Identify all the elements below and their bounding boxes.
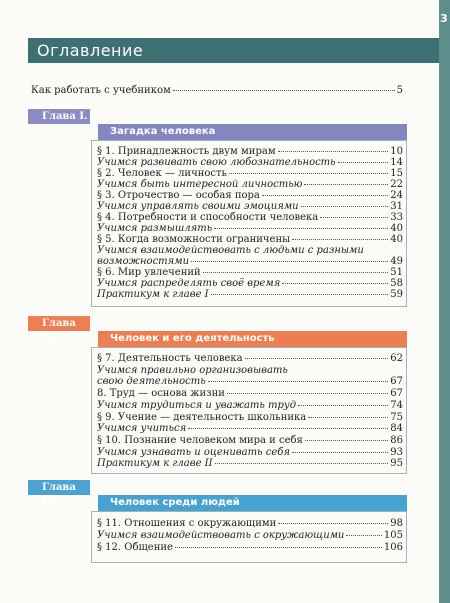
entry-text: Учимся управлять своими эмоциями [97,201,299,212]
entry-text: Учимся трудиться и уважать труд [97,400,297,411]
entry-text: § 3. Отрочество — особая пора [97,190,260,201]
dot-leader [227,393,388,394]
entry-text: возможностями [97,256,190,267]
entry-page: 106 [383,542,403,553]
entry-text: § 7. Деятельность человека [97,353,243,364]
toc-entry[interactable] [97,388,403,400]
chapter-tab[interactable]: Глава II. [28,316,90,331]
entry-text: Учимся взаимодействовать с окружающими [97,530,345,541]
entry-page: 93 [390,447,403,458]
chapter-title[interactable]: Человек среди людей [98,495,407,511]
entry-text: § 10. Познание человеком мира и себя [97,435,303,446]
toc-entry[interactable] [97,400,403,412]
dot-leader [175,547,382,548]
entry-page: 74 [390,400,403,411]
entry-text: § 9. Учение — деятельность школьника [97,412,307,423]
toc-entry-text[interactable]: Учимся правильно организовывать [97,365,288,376]
chapter-tab[interactable]: Глава III. [28,480,90,495]
entry-text: Как работать с учебником [31,85,171,96]
dot-leader [208,381,389,382]
toc-entry[interactable] [97,423,403,435]
entry-page: 15 [390,168,403,179]
toc-entry[interactable] [97,289,403,301]
entry-text: 8. Труд — основа жизни [97,388,225,399]
entry-page: 24 [390,190,403,201]
entry-page: 62 [390,353,403,364]
entry-page: 84 [390,423,403,434]
entry-text: Учимся развивать свою любознательность [97,157,336,168]
toc-entry[interactable] [97,518,403,530]
dot-leader [211,294,389,295]
entry-text: § 6. Мир увлечений [97,267,201,278]
entry-text: Учимся быть интересной личностью [97,179,303,190]
chapter-tab[interactable]: Глава I. [28,109,90,124]
entry-page: 40 [390,223,403,234]
toc-entry[interactable] [97,353,403,365]
entry-page: 67 [390,388,403,399]
entry-page: 105 [383,530,403,541]
dot-leader [292,452,388,453]
entry-text: § 2. Человек — личность [97,168,227,179]
entry-page: 51 [390,267,403,278]
dot-leader [214,228,388,229]
dot-leader [203,272,389,273]
dot-leader [278,523,388,524]
entry-text: Учимся узнавать и оценивать себя [97,447,290,458]
entry-text: свою деятельность [97,376,206,387]
toc-entry[interactable] [97,542,403,554]
dot-leader [173,90,395,91]
entry-text: Практикум к главе II [97,458,213,469]
dot-leader [298,405,388,406]
dot-leader [191,261,388,262]
entry-page: 5 [396,85,403,96]
chapter-title[interactable]: Загадка человека [98,124,407,140]
entry-page: 58 [390,278,403,289]
entry-page: 75 [390,412,403,423]
entry-text: Учимся распределять своё время [97,278,281,289]
entry-text: Учимся учиться [97,423,187,434]
dot-leader [292,239,388,240]
dot-leader [215,463,389,464]
dot-leader [245,358,389,359]
page-number: 3 [440,12,448,25]
entry-page: 49 [390,256,403,267]
entry-page: 95 [390,458,403,469]
entry-page: 33 [390,212,403,223]
entry-text: § 12. Общение [97,542,173,553]
dot-leader [301,206,389,207]
entry-page: 22 [390,179,403,190]
dot-leader [188,428,388,429]
entry-text: § 11. Отношения с окружающими [97,518,277,529]
entry-page: 67 [390,376,403,387]
dot-leader [308,417,388,418]
dot-leader [346,535,382,536]
entry-page: 98 [390,518,403,529]
dot-leader [278,151,389,152]
dot-leader [229,173,388,174]
toc-entry[interactable] [97,530,403,542]
toc-entry[interactable] [97,435,403,447]
dot-leader [338,162,389,163]
dot-leader [262,195,388,196]
entry-text: § 4. Потребности и способности человека [97,212,319,223]
entry-text: § 5. Когда возможности ограничены [97,234,291,245]
entry-text: Учимся размышлять [97,223,213,234]
entry-page: 10 [390,146,403,157]
entry-page: 86 [390,435,403,446]
intro-entry[interactable] [31,85,403,97]
toc-entry-text[interactable]: Учимся взаимодействовать с людьми с разными [97,245,364,256]
entry-text: Практикум к главе I [97,289,209,300]
dot-leader [305,440,388,441]
toc-entry[interactable] [97,376,403,388]
page-title: Оглавление [28,38,439,63]
entry-text: § 1. Принадлежность двум мирам [97,146,276,157]
entry-page: 59 [390,289,403,300]
chapter-title[interactable]: Человек и его деятельность [98,331,407,347]
dot-leader [282,283,388,284]
dot-leader [304,184,388,185]
dot-leader [320,217,388,218]
entry-page: 14 [390,157,403,168]
entry-page: 31 [390,201,403,212]
entry-page: 40 [390,234,403,245]
toc-entry[interactable] [97,458,403,470]
